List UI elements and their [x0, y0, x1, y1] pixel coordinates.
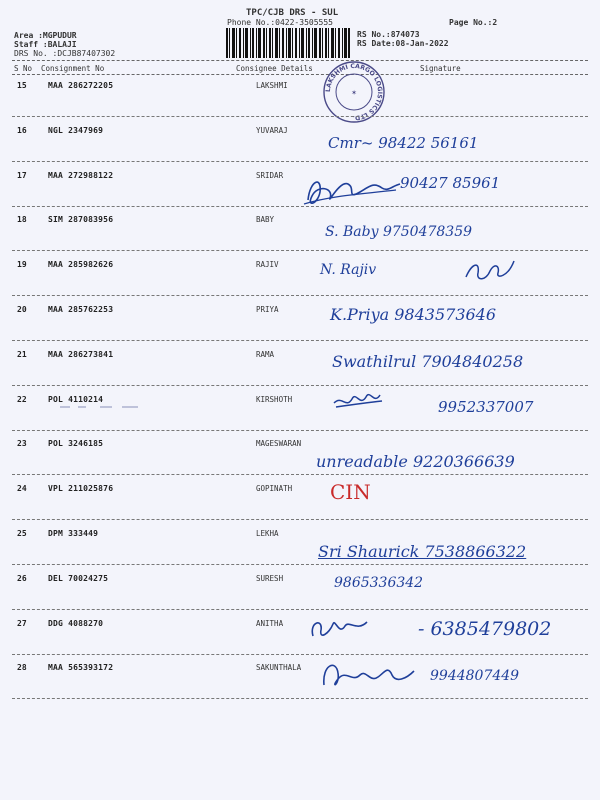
signature-21: Swathilrul 7904840258	[332, 352, 524, 371]
signature-scribble-27	[305, 612, 375, 646]
signature-22: 9952337007	[438, 398, 534, 416]
signature-19: N. Rajiv	[320, 262, 377, 278]
row-consignment-no: MAA 286273841	[48, 349, 114, 359]
signature-25: Sri Shaurick 7538866322	[318, 542, 527, 561]
row-sno: 25	[17, 529, 27, 538]
row-consignment-no: MAA 272988122	[48, 170, 114, 180]
row-divider	[12, 519, 588, 520]
sheet-title: TPC/CJB DRS - SUL	[246, 8, 339, 18]
row-sno: 28	[17, 663, 27, 673]
table-row	[0, 574, 600, 620]
staff: Staff :BALAJI	[14, 40, 77, 49]
signature-20: K.Priya 9843573646	[330, 305, 497, 324]
row-consignee-name: BABY	[256, 215, 275, 225]
row-divider	[12, 654, 588, 655]
row-consignee-name: SRIDAR	[256, 170, 284, 180]
rs-number: RS No.:874073	[357, 30, 420, 39]
row-consignment-no: NGL 2347969	[48, 125, 104, 135]
row-divider	[12, 116, 588, 117]
row-consignee-name: RAMA	[256, 349, 275, 359]
row-divider	[12, 161, 588, 162]
table-row	[0, 484, 600, 530]
signature-23: unreadable 9220366639	[316, 452, 515, 471]
row-consignee-name: SURESH	[256, 573, 284, 583]
row-divider	[12, 698, 588, 699]
row-sno: 17	[17, 170, 27, 180]
row-consignment-no: DEL 70024275	[48, 573, 109, 583]
row-consignment-no: MAA 565393172	[48, 663, 114, 673]
signature-scribble-17	[300, 170, 410, 214]
row-consignment-no: VPL 211025876	[48, 484, 114, 494]
row-divider	[12, 430, 588, 431]
row-consignment-no: DPM 333449	[48, 529, 99, 538]
row-consignee-name: RAJIV	[256, 260, 279, 270]
row-divider	[12, 385, 588, 386]
row-sno: 26	[17, 573, 27, 583]
row-sno: 15	[17, 81, 27, 90]
svg-text:LAKSHMI CARGO LOGISTICS LTD.: LAKSHMI CARGO LOGISTICS LTD.	[324, 62, 384, 122]
signature-scribble-22	[330, 385, 390, 415]
row-sno: 23	[17, 439, 27, 449]
row-consignment-no: DDG 4088270	[48, 618, 104, 628]
row-consignee-name: LEKHA	[256, 529, 279, 538]
rs-date: RS Date:08-Jan-2022	[357, 39, 449, 48]
row-consignment-no: MAA 285762253	[48, 305, 114, 314]
column-signature: Signature	[420, 64, 461, 73]
row-consignee-name: PRIYA	[256, 305, 279, 314]
row-sno: 19	[17, 260, 27, 270]
signature-28: 9944807449	[430, 668, 520, 684]
row-sno: 21	[17, 349, 27, 359]
table-row	[0, 126, 600, 172]
header-divider	[12, 60, 588, 61]
row-divider	[12, 474, 588, 475]
column-consignment: Consignment No	[41, 64, 105, 73]
signature-18: S. Baby 9750478359	[325, 224, 473, 240]
row-divider	[12, 295, 588, 296]
page-number: Page No.:2	[449, 18, 498, 27]
row-divider	[12, 609, 588, 610]
row-consignment-no: MAA 286272205	[48, 81, 114, 90]
row-sno: 27	[17, 618, 27, 628]
row-consignment-no: SIM 287083956	[48, 215, 114, 225]
row-consignment-no: MAA 285982626	[48, 260, 114, 270]
column-consignee: Consignee Details	[236, 64, 313, 73]
table-row	[0, 305, 600, 351]
row-sno: 16	[17, 125, 27, 135]
signature-26: 9865336342	[334, 575, 424, 591]
row-divider	[12, 250, 588, 251]
row-consignee-name: MAGESWARAN	[256, 439, 302, 449]
signature-scribble-28	[318, 655, 418, 695]
row-sno: 18	[17, 215, 27, 225]
signature-24: CIN	[330, 480, 371, 504]
row-consignee-name: GOPINATH	[256, 484, 293, 494]
signature-17: 90427 85961	[400, 174, 501, 192]
row-consignee-name: SAKUNTHALA	[256, 663, 302, 673]
phone-number: Phone No.:0422-3505555	[227, 18, 333, 27]
row-consignment-no: POL 4110214	[48, 394, 104, 404]
barcode-icon	[226, 28, 350, 58]
signature-27: - 6385479802	[418, 618, 552, 640]
row-divider	[12, 564, 588, 565]
row-consignment-no: POL 3246185	[48, 439, 104, 449]
row-sno: 24	[17, 484, 27, 494]
area: Area :MGPUDUR	[14, 31, 77, 40]
row-consignee-name: LAKSHMI	[256, 81, 288, 90]
svg-text:✶: ✶	[351, 89, 357, 97]
signature-scribble-19	[462, 255, 520, 285]
row-consignee-name: KIRSHOTH	[256, 394, 293, 404]
row-sno: 22	[17, 394, 27, 404]
column-sno: S No	[14, 64, 33, 73]
signature-16: Cmr~ 98422 56161	[328, 134, 479, 152]
row-divider	[12, 340, 588, 341]
row-consignee-name: YUVARAJ	[256, 125, 288, 135]
drs-number: DRS No. :DCJB87407302	[14, 49, 116, 58]
column-divider	[12, 74, 588, 75]
row-consignee-name: ANITHA	[256, 618, 284, 628]
row-sno: 20	[17, 305, 27, 314]
stray-mark-icon	[60, 405, 140, 409]
table-row	[0, 81, 600, 127]
